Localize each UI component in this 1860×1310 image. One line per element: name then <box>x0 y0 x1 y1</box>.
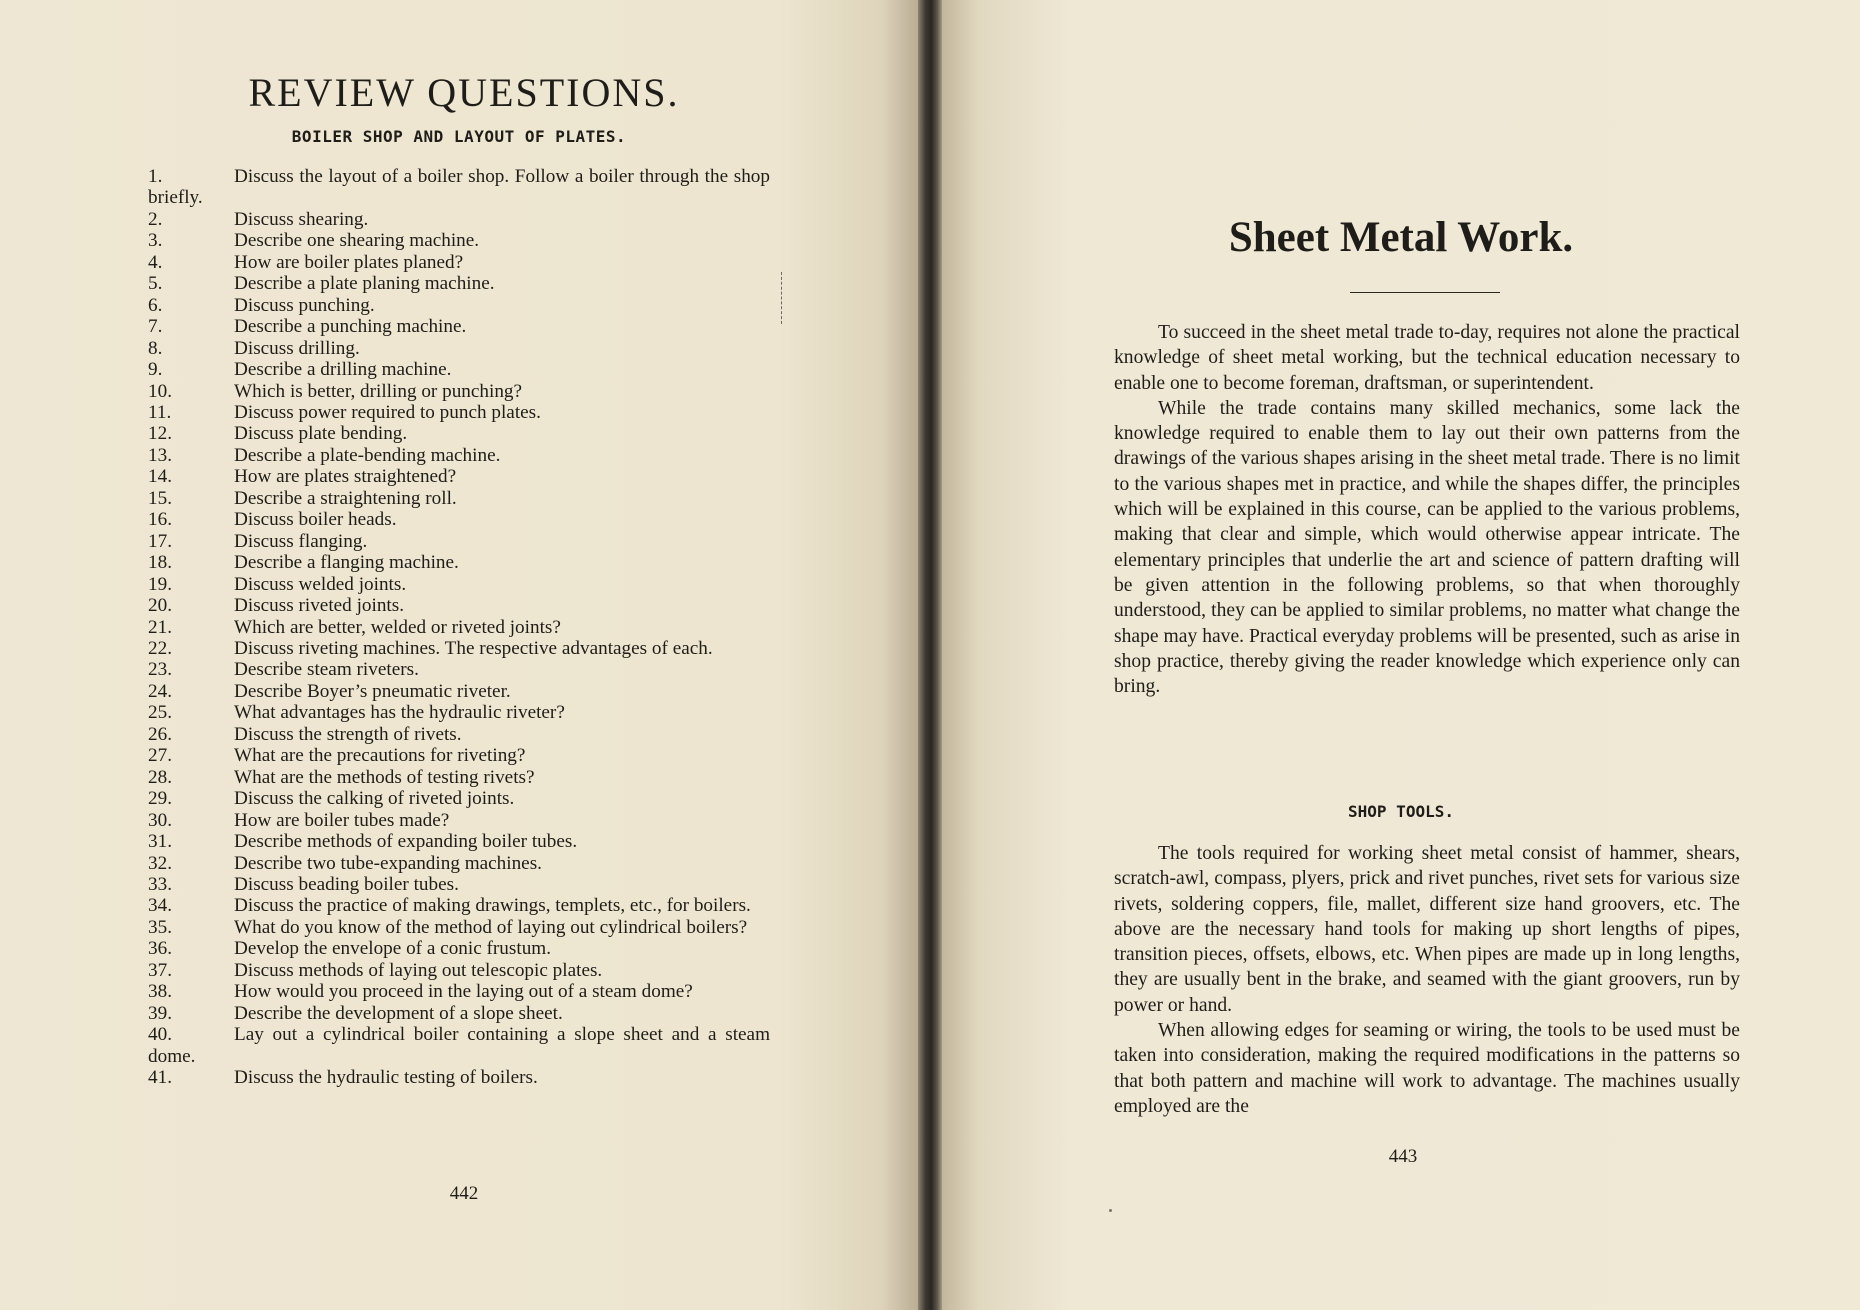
question-item <box>148 445 770 466</box>
question-number: 31. <box>148 831 172 853</box>
question-number: 17. <box>148 530 172 552</box>
question-item <box>148 381 770 402</box>
question-number: 8. <box>148 337 163 359</box>
question-item <box>148 853 770 874</box>
question-item <box>148 595 770 616</box>
question-number: 19. <box>148 573 172 595</box>
question-number: 35. <box>148 916 172 938</box>
question-number: 23. <box>148 659 172 681</box>
question-item <box>148 788 770 809</box>
question-text: Discuss methods of laying out telescopic plates. <box>234 959 603 981</box>
question-item <box>148 874 770 895</box>
question-text: Discuss the strength of rivets. <box>234 723 462 745</box>
question-text: What are the methods of testing rivets? <box>234 766 535 788</box>
question-text: How are boiler tubes made? <box>234 809 450 831</box>
question-item <box>148 831 770 852</box>
question-text: Discuss beading boiler tubes. <box>234 873 459 895</box>
question-list <box>148 166 770 1088</box>
question-text: Describe the development of a slope sheet. <box>234 1002 563 1024</box>
page-title: REVIEW QUESTIONS. <box>248 70 680 115</box>
question-number: 16. <box>148 509 172 531</box>
question-text: Develop the envelope of a conic frustum. <box>234 938 552 960</box>
question-text: Describe methods of expanding boiler tubes. <box>234 831 578 853</box>
question-item <box>148 702 770 723</box>
question-number: 5. <box>148 273 163 295</box>
question-item <box>148 745 770 766</box>
margin-mark <box>781 272 783 324</box>
question-number: 13. <box>148 444 172 466</box>
question-number: 20. <box>148 595 172 617</box>
question-number: 39. <box>148 1002 172 1024</box>
question-item <box>148 423 770 444</box>
question-number: 22. <box>148 637 172 659</box>
question-item <box>148 338 770 359</box>
question-text: Discuss punching. <box>234 294 375 316</box>
question-item <box>148 230 770 251</box>
left-page <box>0 0 918 1310</box>
question-item <box>148 938 770 959</box>
question-item <box>148 531 770 552</box>
question-item <box>148 724 770 745</box>
question-item <box>148 981 770 1002</box>
question-item <box>148 917 770 938</box>
question-text: Discuss the practice of making drawings, templets, etc., for boilers. <box>234 895 751 917</box>
question-number: 38. <box>148 981 172 1003</box>
question-text: Discuss flanging. <box>234 530 368 552</box>
intro-text <box>1114 320 1740 699</box>
question-text: Discuss power required to punch plates. <box>234 401 541 423</box>
question-number: 11. <box>148 401 172 423</box>
question-text: Discuss riveted joints. <box>234 595 405 617</box>
question-text: Describe a flanging machine. <box>234 552 459 574</box>
question-number: 2. <box>148 208 163 230</box>
page-number: 443 <box>1388 1146 1418 1167</box>
title-rule <box>1350 292 1500 293</box>
question-text: What do you know of the method of laying out cylindrical boilers? <box>234 916 748 938</box>
question-number: 15. <box>148 487 172 509</box>
question-text: Describe a straightening roll. <box>234 487 457 509</box>
question-item <box>148 681 770 702</box>
question-text: Describe two tube-expanding machines. <box>234 852 542 874</box>
question-item <box>148 895 770 916</box>
question-item <box>148 617 770 638</box>
question-number: 36. <box>148 938 172 960</box>
paragraph: The tools required for working sheet metal consist of hammer, shears, scratch-awl, compass, plyers, prick and rivet punches, rivet sets for various size rivets, soldering coppers, file, mallet, different size hand groovers, etc. The above are the necessary hand tools for making up short lengths of pipes, transition pieces, offsets, elbows, etc. When pipes are made up in long lengths, they are usually bent in the brake, and seamed with the giant groovers, run by power or hand. <box>1114 843 1740 1016</box>
question-text: Discuss riveting machines. The respective advantages of each. <box>234 637 713 659</box>
question-number: 7. <box>148 316 163 338</box>
question-item <box>148 659 770 680</box>
question-item <box>148 574 770 595</box>
right-page <box>942 0 1860 1310</box>
question-text: Which are better, welded or riveted joints? <box>234 616 561 638</box>
question-number: 27. <box>148 745 172 767</box>
question-number: 21. <box>148 616 172 638</box>
question-text: What are the precautions for riveting? <box>234 745 526 767</box>
question-number: 26. <box>148 723 172 745</box>
question-item <box>148 295 770 316</box>
question-text: Describe a drilling machine. <box>234 359 452 381</box>
question-text: Discuss plate bending. <box>234 423 408 445</box>
question-number: 3. <box>148 230 163 252</box>
question-number: 4. <box>148 251 163 273</box>
question-number: 25. <box>148 702 172 724</box>
question-number: 33. <box>148 873 172 895</box>
chapter-title: Sheet Metal Work. <box>1228 214 1574 261</box>
question-text: Discuss the hydraulic testing of boilers. <box>234 1067 538 1089</box>
question-number: 24. <box>148 680 172 702</box>
question-number: 6. <box>148 294 163 316</box>
section-subtitle: BOILER SHOP AND LAYOUT OF PLATES. <box>291 127 627 146</box>
question-text: Lay out a cylindrical boiler containing a slope sheet and a steam dome. <box>148 1024 770 1067</box>
question-number: 29. <box>148 788 172 810</box>
question-text: Discuss the layout of a boiler shop. Follow a boiler through the shop briefly. <box>148 166 770 209</box>
question-number: 18. <box>148 552 172 574</box>
question-text: Describe a plate-bending machine. <box>234 444 501 466</box>
question-text: Discuss the calking of riveted joints. <box>234 788 515 810</box>
question-item <box>148 359 770 380</box>
question-number: 1. <box>148 166 163 187</box>
question-text: Describe a plate planing machine. <box>234 273 495 295</box>
section-heading: SHOP TOOLS. <box>1348 802 1454 821</box>
question-item <box>148 509 770 530</box>
question-number: 40. <box>148 1024 172 1046</box>
question-text: Discuss shearing. <box>234 208 369 230</box>
question-item <box>148 1067 770 1088</box>
question-item <box>148 1003 770 1024</box>
book-gutter <box>918 0 942 1310</box>
question-number: 9. <box>148 359 163 381</box>
question-text: Which is better, drilling or punching? <box>234 380 523 402</box>
question-text: Discuss boiler heads. <box>234 509 397 531</box>
question-item <box>148 209 770 230</box>
question-item <box>148 960 770 981</box>
question-number: 14. <box>148 466 172 488</box>
question-item <box>148 273 770 294</box>
question-text: Describe one shearing machine. <box>234 230 480 252</box>
question-number: 32. <box>148 852 172 874</box>
question-item <box>148 316 770 337</box>
question-item <box>148 638 770 659</box>
question-number: 10. <box>148 380 172 402</box>
question-text: Describe a punching machine. <box>234 316 467 338</box>
question-item <box>148 402 770 423</box>
page-number: 442 <box>449 1183 479 1204</box>
question-text: How would you proceed in the laying out of a steam dome? <box>234 981 693 1003</box>
question-text: Describe steam riveters. <box>234 659 419 681</box>
question-item <box>148 767 770 788</box>
question-item <box>148 1024 770 1067</box>
question-text: Discuss drilling. <box>234 337 360 359</box>
question-item <box>148 810 770 831</box>
question-text: Describe Boyer’s pneumatic riveter. <box>234 680 511 702</box>
shop-tools-text <box>1114 841 1740 1119</box>
question-item <box>148 488 770 509</box>
question-item <box>148 166 770 209</box>
question-number: 34. <box>148 895 172 917</box>
question-number: 30. <box>148 809 172 831</box>
question-number: 37. <box>148 959 172 981</box>
question-item <box>148 466 770 487</box>
question-text: What advantages has the hydraulic riveter? <box>234 702 565 724</box>
paragraph: When allowing edges for seaming or wiring, the tools to be used must be taken into consideration, making the required modifications in the patterns so that both pattern and machine will work to advantage. The machines usually employed are the <box>1114 1020 1740 1117</box>
paragraph: While the trade contains many skilled mechanics, some lack the knowledge required to enable them to lay out their own patterns from the drawings of the various shapes arising in the sheet metal trade. There is no limit to the various shapes met in practice, and while the shapes differ, the principles which will be explained in this course, can be applied to the various problems, making that clear and simple, which would otherwise appear intricate. The elementary principles that underlie the art and science of pattern drafting will be given attention in the following problems, so that when thoroughly understood, they can be applied to similar problems, no matter what change the shape may have. Practical everyday problems will be presented, such as arise in shop practice, thereby giving the reader knowledge which experience only can bring. <box>1114 397 1740 698</box>
paper-speck <box>1109 1209 1112 1212</box>
question-number: 28. <box>148 766 172 788</box>
question-item <box>148 252 770 273</box>
question-text: How are boiler plates planed? <box>234 251 464 273</box>
question-item <box>148 552 770 573</box>
question-number: 41. <box>148 1067 172 1089</box>
question-number: 12. <box>148 423 172 445</box>
question-text: Discuss welded joints. <box>234 573 407 595</box>
question-text: How are plates straightened? <box>234 466 457 488</box>
paragraph: To succeed in the sheet metal trade to-day, requires not alone the practical knowledge of sheet metal working, but the technical education necessary to enable one to become foreman, draftsman, or superintendent. <box>1114 322 1740 394</box>
